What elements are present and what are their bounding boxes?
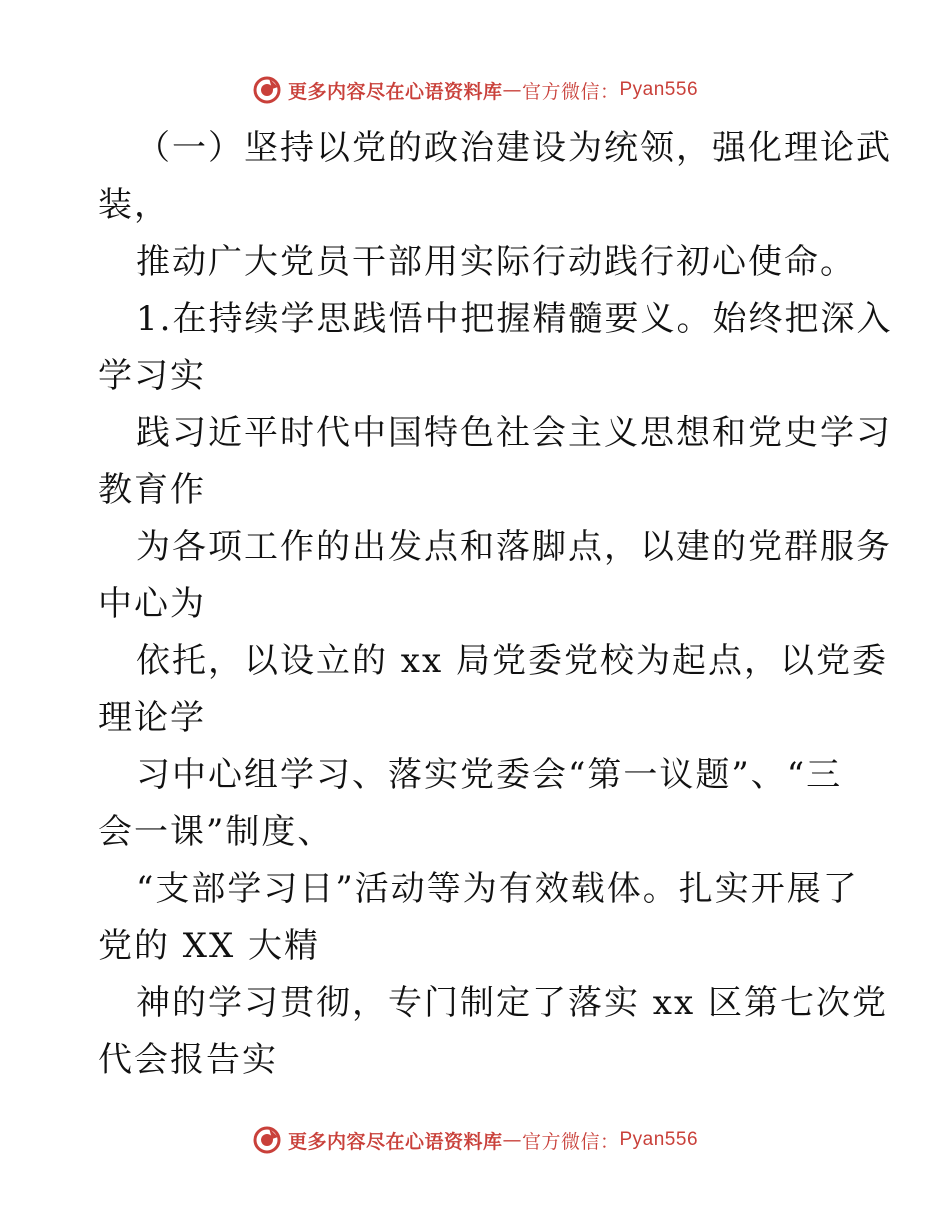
banner-lead-text: 更多内容尽在心语资料库 — [287, 1130, 503, 1153]
banner-dash: — — [502, 1129, 522, 1151]
banner-lead-text: 更多内容尽在心语资料库 — [287, 80, 503, 103]
text-line: 1.在持续学思践悟中把握精髓要义。始终把深入 — [136, 299, 893, 339]
text-line: 会一课”制度、 — [98, 812, 334, 852]
text-line: 依托，以设立的 xx 局党委党校为起点，以党委 — [136, 641, 888, 681]
text-line: 习中心组学习、落实党委会“第一议题”、“三 — [136, 755, 843, 795]
text-line: 神的学习贯彻，专门制定了落实 xx 区第七次党 — [136, 983, 888, 1023]
text-line: “支部学习日”活动等为有效载体。扎实开展了 — [136, 869, 859, 909]
text-line: （一）坚持以党的政治建设为统领，强化理论武 — [136, 128, 892, 168]
text-line: 为各项工作的出发点和落脚点，以建的党群服务 — [136, 527, 892, 567]
banner-wechat-label: 官方微信： — [521, 80, 620, 103]
text-line: 践习近平时代中国特色社会主义思想和党史学习 — [136, 413, 892, 453]
text-line: 推动广大党员干部用实际行动践行初心使命。 — [136, 242, 856, 282]
logo-icon — [252, 1125, 282, 1155]
footer-watermark-banner — [0, 1120, 950, 1160]
text-line: 代会报告实 — [98, 1040, 278, 1080]
header-watermark-banner — [0, 70, 950, 110]
text-line: 党的 XX 大精 — [98, 926, 321, 966]
text-line: 学习实 — [98, 356, 206, 396]
logo-icon — [252, 75, 282, 105]
text-line: 理论学 — [98, 698, 206, 738]
banner-dash: — — [502, 79, 522, 101]
banner-wechat-label: 官方微信： — [521, 1130, 620, 1153]
text-line: 装， — [98, 185, 170, 225]
text-line: 中心为 — [98, 584, 206, 624]
text-line: 教育作 — [98, 470, 206, 510]
document-body — [98, 120, 893, 1089]
banner-wechat-handle: Pyan556 — [619, 79, 699, 100]
banner-wechat-handle: Pyan556 — [619, 1129, 699, 1150]
